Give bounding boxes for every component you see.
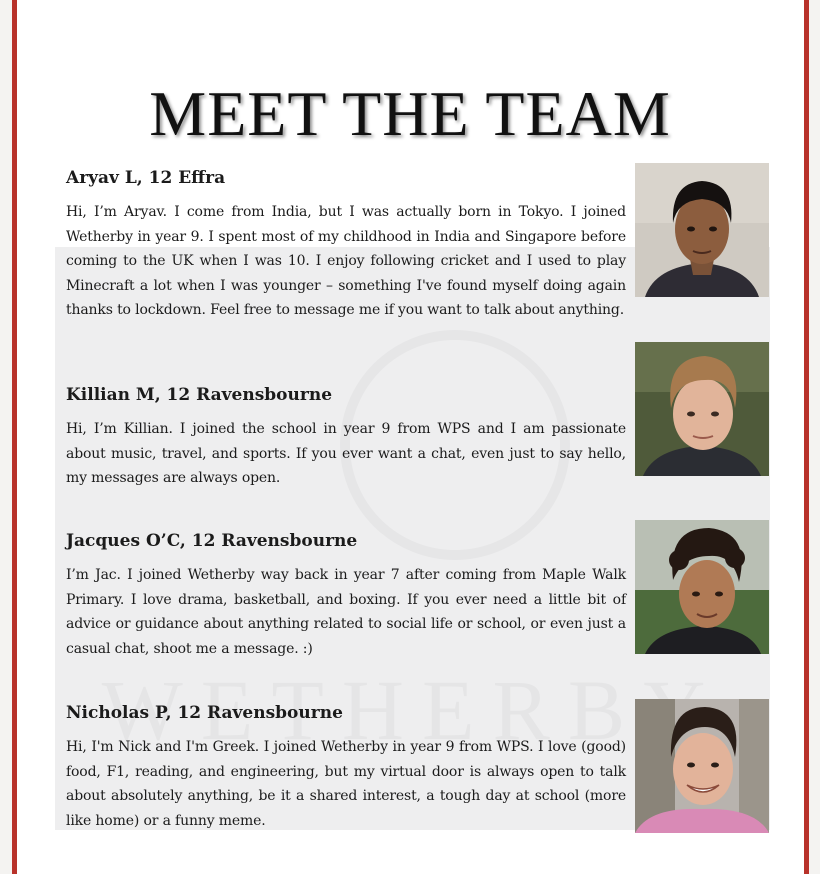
page-title: MEET THE TEAM xyxy=(149,77,671,149)
member-photo-jacques xyxy=(635,520,769,654)
member-bio: Hi, I’m Killian. I joined the school in year 9 from WPS and I am passionate about music, travel, and sports. If you ever want a chat, even just to say hello, my messages are always open. xyxy=(66,421,626,487)
member-bio: I’m Jac. I joined Wetherby way back in year 7 after coming from Maple Walk Primary. I love drama, basketball, and boxing. If you ever need a little bit of advice or guidance about anything related to social life or school, or even just a casual chat, shoot me a message. :) xyxy=(66,567,626,657)
member-bio: Hi, I'm Nick and I'm Greek. I joined Wetherby in year 9 from WPS. I love (good) food, F1, reading, and engineering, but my virtual door is always open to talk about absolutely anything, be it a shared interest, a tough day at school (more like home) or a funny meme. xyxy=(66,739,626,829)
portrait-icon xyxy=(635,699,769,833)
member-photo-aryav xyxy=(635,163,769,297)
member-bio: Hi, I’m Aryav. I come from India, but I was actually born in Tokyo. I joined Wetherby in year 9. I spent most of my childhood in India and Singapore before coming to the UK when I was 10. I enjoy following cricket and I used to play Minecraft a lot when I was younger – something I've found myself doing again thanks to lockdown. Feel free to message me if you want to talk about anything. xyxy=(66,204,626,319)
team-member-card xyxy=(66,703,626,833)
portrait-icon xyxy=(635,520,769,654)
member-name: Nicholas P, 12 Ravensbourne xyxy=(66,703,343,723)
portrait-icon xyxy=(635,342,769,476)
member-name: Jacques O’C, 12 Ravensbourne xyxy=(66,531,358,551)
team-member-card xyxy=(66,531,626,661)
member-name: Aryav L, 12 Effra xyxy=(66,168,226,188)
member-name: Killian M, 12 Ravensbourne xyxy=(66,385,333,405)
member-photo-nicholas xyxy=(635,699,769,833)
member-photo-killian xyxy=(635,342,769,476)
team-member-card xyxy=(66,168,626,323)
team-member-card xyxy=(66,385,626,491)
portrait-icon xyxy=(635,163,769,297)
